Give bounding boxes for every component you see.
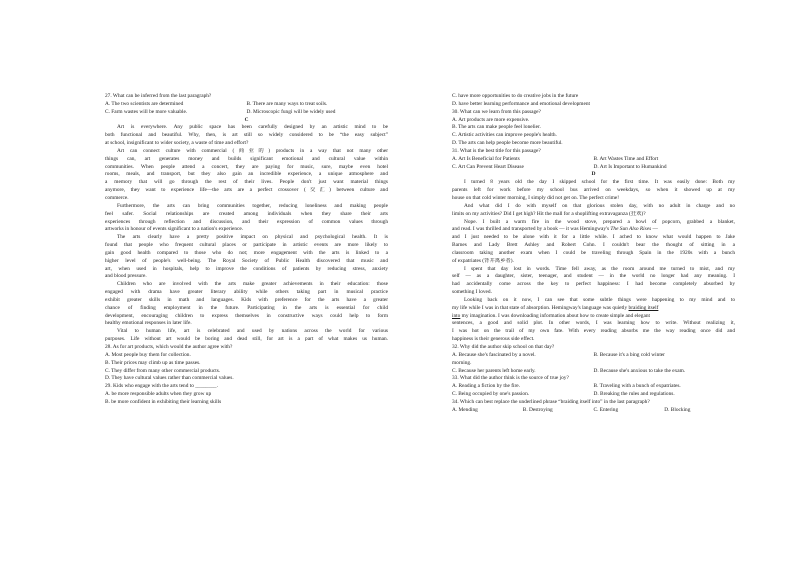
passage-c-line: experiences through reflection and discussion, and their expression of common values through: [105, 218, 388, 225]
option-c: C. Farm wastes will be more valuable.: [105, 108, 188, 115]
question-28-stem: 28. As for art products, which would the author agree with?: [105, 344, 233, 350]
option-a: A. be more responsible adults when they grow up: [105, 391, 212, 398]
text-segment: —: [651, 226, 658, 233]
passage-c-line: purposes. Life without art would be boring and dead still, for art is a part of what makes us human.: [105, 336, 388, 343]
passage-c-line: healthy emotional responses in later life.: [105, 320, 192, 327]
question-32-options-ab: [452, 352, 735, 360]
option-a: A. Reading a fiction by the fire.: [452, 383, 520, 390]
underlined-phrase: into: [452, 312, 461, 319]
option-d: D. Blocking: [664, 406, 691, 413]
passage-d-line-underlined: [452, 313, 735, 321]
text-segment: my imagination. I was downloading information about how to create simple and elegant: [460, 312, 650, 319]
option-a: A. Mending: [452, 406, 478, 413]
passage-d-line: Looking back on it now, I can see that some subtle things were happening to my mind and to: [464, 296, 735, 303]
option-c: C. have more opportunities to do creative jobs in the future: [452, 93, 579, 99]
question-34-options: [452, 407, 735, 415]
option-d: D. Art Is Important to Humankind: [593, 163, 667, 170]
passage-d-line: And what did I do with myself on that glorious stolen day, with no adult in charge and no: [464, 202, 735, 209]
option-b: B. There are many ways to treat soils.: [246, 100, 328, 107]
passage-c-line: development, encouraging children to express themselves in constructive ways could help to form: [105, 312, 388, 319]
question-31-options-ab: [452, 156, 735, 164]
option-d: D. Breaking the rules and regulations.: [593, 391, 675, 398]
passage-c-line: Furthermore, the arts can bring communities together, reducing loneliness and making people: [117, 202, 388, 209]
question-33-stem: 33. What did the author think is the source of true joy?: [452, 375, 569, 382]
book-title: The Sun Also Rises: [610, 226, 652, 233]
passage-d-line: Nope. I built a warm fire in the wood stove, prepared a bowl of popcorn, grabbed a blanket,: [464, 218, 735, 225]
option-b: B. Destroying: [522, 406, 553, 413]
passage-c-line: Vital to human life, art is celebrated and used by nations across the world for various: [117, 328, 388, 335]
option-d: D. The arts can help people become more beautiful.: [452, 140, 563, 147]
option-b: B. Art Wastes Time and Effort: [593, 155, 659, 162]
question-33-options-ab: [452, 383, 735, 391]
option-d: D. Microscopic fungi will be widely used: [246, 108, 336, 115]
passage-c-line: commerce.: [105, 194, 129, 201]
question-29-stem: 29. Kids who engage with the arts tend to ________.: [105, 383, 218, 390]
passage-d-line: self — as a daughter, sister, teenager, and student — in the world no longer had any meaning. I: [452, 273, 735, 280]
passage-c-line: a memory that will go through the rest of their lives. People don't just want material things: [105, 179, 388, 186]
section-c-label: C: [244, 116, 249, 123]
passage-d-line-underlined: [452, 305, 735, 313]
passage-c-line: artworks in honour of events significant to a nation's experience.: [105, 226, 244, 233]
passage-c-line: chance of finding employment in the future. Participating in the arts is essential for child: [105, 304, 388, 311]
question-33-options-cd: [452, 391, 735, 399]
passage-c-line: communities. When people attend a concert, they are paying for music, sure, maybe even hotel: [105, 163, 388, 170]
passage-c-line: things can, art generates money and builds significant emotional and cultural value within: [105, 155, 388, 162]
passage-d-line-with-book-title: [452, 226, 735, 234]
question-31-stem: 31. What is the best title for this passage?: [452, 147, 541, 154]
option-c: C. Because her parents left home early.: [452, 367, 536, 374]
passage-d-line: classroom taking another exam when I could be traveling through Spain in the 1920s with a bunch: [452, 249, 735, 256]
passage-d-line: I turned 8 years old the day I skipped school for the first time. It was easily done: Both my: [464, 179, 735, 186]
passage-d-line: of expatriates (背井离乡者).: [452, 257, 514, 264]
left-column: [105, 93, 388, 407]
option-c: C. They differ from many other commercial products.: [105, 367, 221, 374]
question-34-stem: 34. Which can best replace the underlined phrase “braiding itself into” in the last paragraph?: [452, 398, 650, 405]
question-30-stem: 30. What can we learn from this passage?: [452, 108, 541, 115]
passage-d-line: house on that cold winter morning, I simply did not get on. The perfect crime!: [452, 194, 620, 201]
option-c: C. Being occupied by one's passion.: [452, 391, 530, 398]
passage-c-line: exhibit greater skills in math and languages. Kids with preference for the arts have a greater: [105, 296, 388, 303]
option-d: D. They have cultural values rather than commercial values.: [105, 375, 234, 382]
passage-d-line: and I just needed to be alone with it for a little while. I ached to know what would happen to Jake: [452, 234, 735, 241]
option-c: C. Art Can Prevent Heart Disease: [452, 163, 524, 170]
option-a: A. Art Is Beneficial for Patients: [452, 155, 520, 162]
passage-d-line: happiness is their generous side effect.: [452, 336, 535, 343]
passage-d-line: I spent that day lost in words. Time fell away, as the room around me turned to mist, and my: [464, 265, 735, 272]
passage-c-line: The arts clearly have a pretty positive impact on physical and psychological health. It is: [117, 234, 388, 241]
section-d-label: D: [591, 171, 596, 178]
passage-d-line: something I loved.: [452, 289, 492, 296]
option-b: B. be more confident in exhibiting their learning skills: [105, 398, 222, 405]
option-b: B. Because it's a bing cold winter: [593, 351, 665, 358]
passage-d-line: parents left for work before my school bus arrived on weekdays, so when it showed up at my: [452, 187, 735, 194]
question-32-stem: 32. Why did the author skip school on that day?: [452, 344, 555, 350]
passage-d-line: sentences, a good and solid plot. In other words, I was learning how to write. Without realizing it,: [452, 320, 735, 327]
passage-c-line: gain good health compared to those who do not; more engagement with the arts is linked to a: [105, 249, 388, 256]
option-d: D. Because she's anxious to take the exam.: [593, 367, 686, 374]
passage-c-line: and blood pressure.: [105, 273, 147, 280]
option-a: A. Most people buy them for collection.: [105, 351, 191, 358]
passage-c-line: at school, insignificant to wider society, a waste of time and effort?: [105, 140, 249, 147]
passage-c-line: Art is everywhere. Any public space has been carefully designed by an artistic mind to be: [117, 124, 388, 131]
underlined-phrase: braiding itself: [628, 304, 659, 311]
passage-d-line: limits on my activities? Did I get high? Hit the mall for a shoplifting extravaganza (狂欢)?: [452, 210, 646, 217]
passage-c-line: found that people who frequent cultural places or participate in artistic events are more likely to: [105, 242, 388, 249]
option-b-continued: morning.: [452, 359, 472, 366]
passage-c-line: feel safer. Social relationships are created among individuals when they share their arts: [105, 210, 388, 217]
option-a: A. Because she's fascinated by a novel.: [452, 351, 536, 358]
passage-c-line: higher level of people's well-being. The Royal Society of Public Health discovered that music and: [105, 257, 388, 264]
option-b: B. Their prices may climb up as time passes.: [105, 359, 201, 366]
passage-d-line: I was hot on the trail of my own fate. With every reading absorbs me the way reading once did and: [452, 328, 735, 335]
question-32-options-cd: [452, 368, 735, 376]
passage-d-line: Barnes and Lady Brett Ashley and Robert Cohn. I couldn't bear the thought of sitting in a: [452, 242, 735, 249]
passage-c-line: engaged with drama have greater literary ability while others taking part in musical practice: [105, 289, 388, 296]
passage-d-line: had accidentally come across the key to perfect happiness: I had become completely absorbed by: [452, 281, 735, 288]
question-27-options-cd: [105, 109, 388, 117]
passage-c-line: art, when used in hospitals, help to improve the conditions of patients by reducing stress, anxiety: [105, 265, 388, 272]
passage-c-line: both functional and beautiful. Why, then, is art still so widely considered to be “the easy subject”: [105, 132, 388, 139]
passage-c-line: Children who are involved with the arts make greater achievements in their education: those: [117, 281, 388, 288]
right-column: [452, 93, 735, 415]
option-b: B. Traveling with a bunch of expatriates.: [593, 383, 681, 390]
passage-c-line: anymore, they want to experience life—the arts are a perfect crossover (交汇) between culture and: [105, 187, 388, 194]
passage-c-line: rooms, meals, and transport, but they also gain an incredible experience, a unique atmosphere and: [105, 171, 388, 178]
option-d: D. have better learning performance and emotional development: [452, 100, 590, 107]
option-a: A. The two scientists are determined: [105, 100, 184, 107]
option-a: A. Art products are more expensive.: [452, 116, 530, 123]
question-27-stem: 27. What can be inferred from the last paragraph?: [105, 93, 212, 99]
question-31-options-cd: [452, 164, 735, 172]
question-27-options-ab: [105, 101, 388, 109]
text-segment: and read. I was thrilled and transported by a book — it was Hemingway's: [452, 226, 611, 233]
option-c: C. Entering: [593, 406, 619, 413]
text-segment: my life while I was in that state of absorption. Hemingway's language was quietly: [452, 304, 629, 311]
option-b: B. The arts can make people feel lonelier.: [452, 124, 541, 131]
passage-c-line: Art can connect culture with commercial (商业的) products in a way that not many other: [117, 147, 388, 154]
option-c: C. Artistic activities can improve people's health.: [452, 132, 557, 139]
